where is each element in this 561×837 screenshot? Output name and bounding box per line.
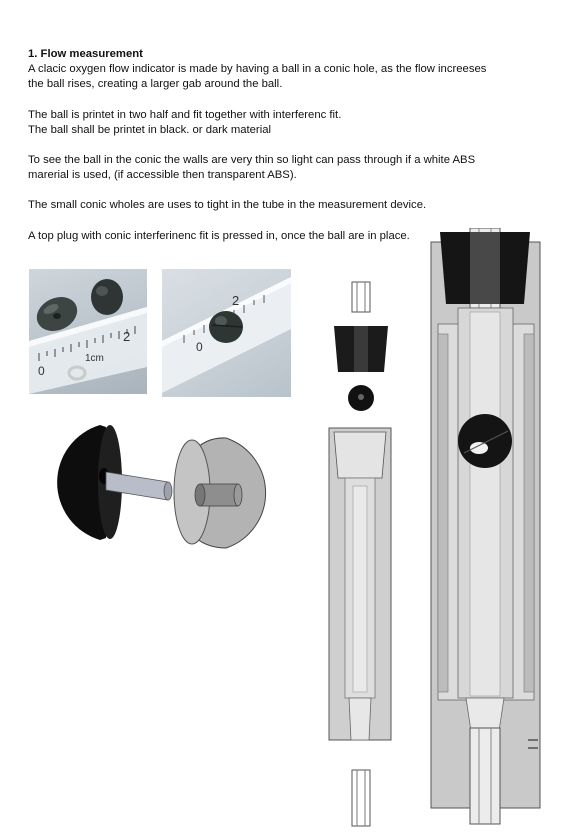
- ruler-unit-label: 1cm: [85, 353, 104, 364]
- paragraph-line: The ball shall be printet in black. or dark material: [28, 123, 271, 136]
- assembled-cross-section: [428, 228, 543, 828]
- ruler-two-label: 2: [123, 329, 131, 344]
- ball-halves-exploded-drawing: [40, 420, 275, 550]
- ruler-two-label: 2: [232, 293, 240, 308]
- ball-halves-photo-drawing: [29, 269, 147, 394]
- paragraph-line: the ball rises, creating a larger gab around the ball.: [28, 78, 283, 91]
- section-heading: 1. Flow measurement: [28, 48, 143, 60]
- exploded-parts-drawing: [326, 280, 396, 830]
- paragraph-gap: [28, 183, 528, 198]
- assembled-cross-section-drawing: [428, 228, 543, 828]
- ruler-zero-label: 0: [38, 364, 45, 378]
- paragraph-line: The small conic wholes are uses to tight in the tube in the measurement device.: [28, 199, 427, 212]
- paragraph-gap: [28, 138, 528, 153]
- exploded-parts-column: [326, 280, 396, 830]
- assembled-ball-photo: [162, 269, 291, 397]
- paragraph-line: A clacic oxygen flow indicator is made by having a ball in a conic hole, as the flow increeses: [28, 63, 487, 76]
- assembled-ball-photo-drawing: [162, 269, 291, 397]
- paragraph-gap: [28, 214, 528, 229]
- document-text: [28, 47, 528, 244]
- ball-halves-exploded-render: [40, 420, 275, 550]
- ruler-zero-label: 0: [196, 340, 203, 354]
- ball-halves-photo: [29, 269, 147, 394]
- paragraph-gap: [28, 93, 528, 108]
- paragraph-line: The ball is printet in two half and fit together with interferenc fit.: [28, 108, 342, 121]
- paragraph-line: To see the ball in the conic the walls are very thin so light can pass through if a white ABS: [28, 154, 476, 167]
- paragraph-line: A top plug with conic interferinenc fit is pressed in, once the ball are in place.: [28, 229, 410, 242]
- paragraph-line: marerial is used, (if accessible then transparent ABS).: [28, 169, 297, 182]
